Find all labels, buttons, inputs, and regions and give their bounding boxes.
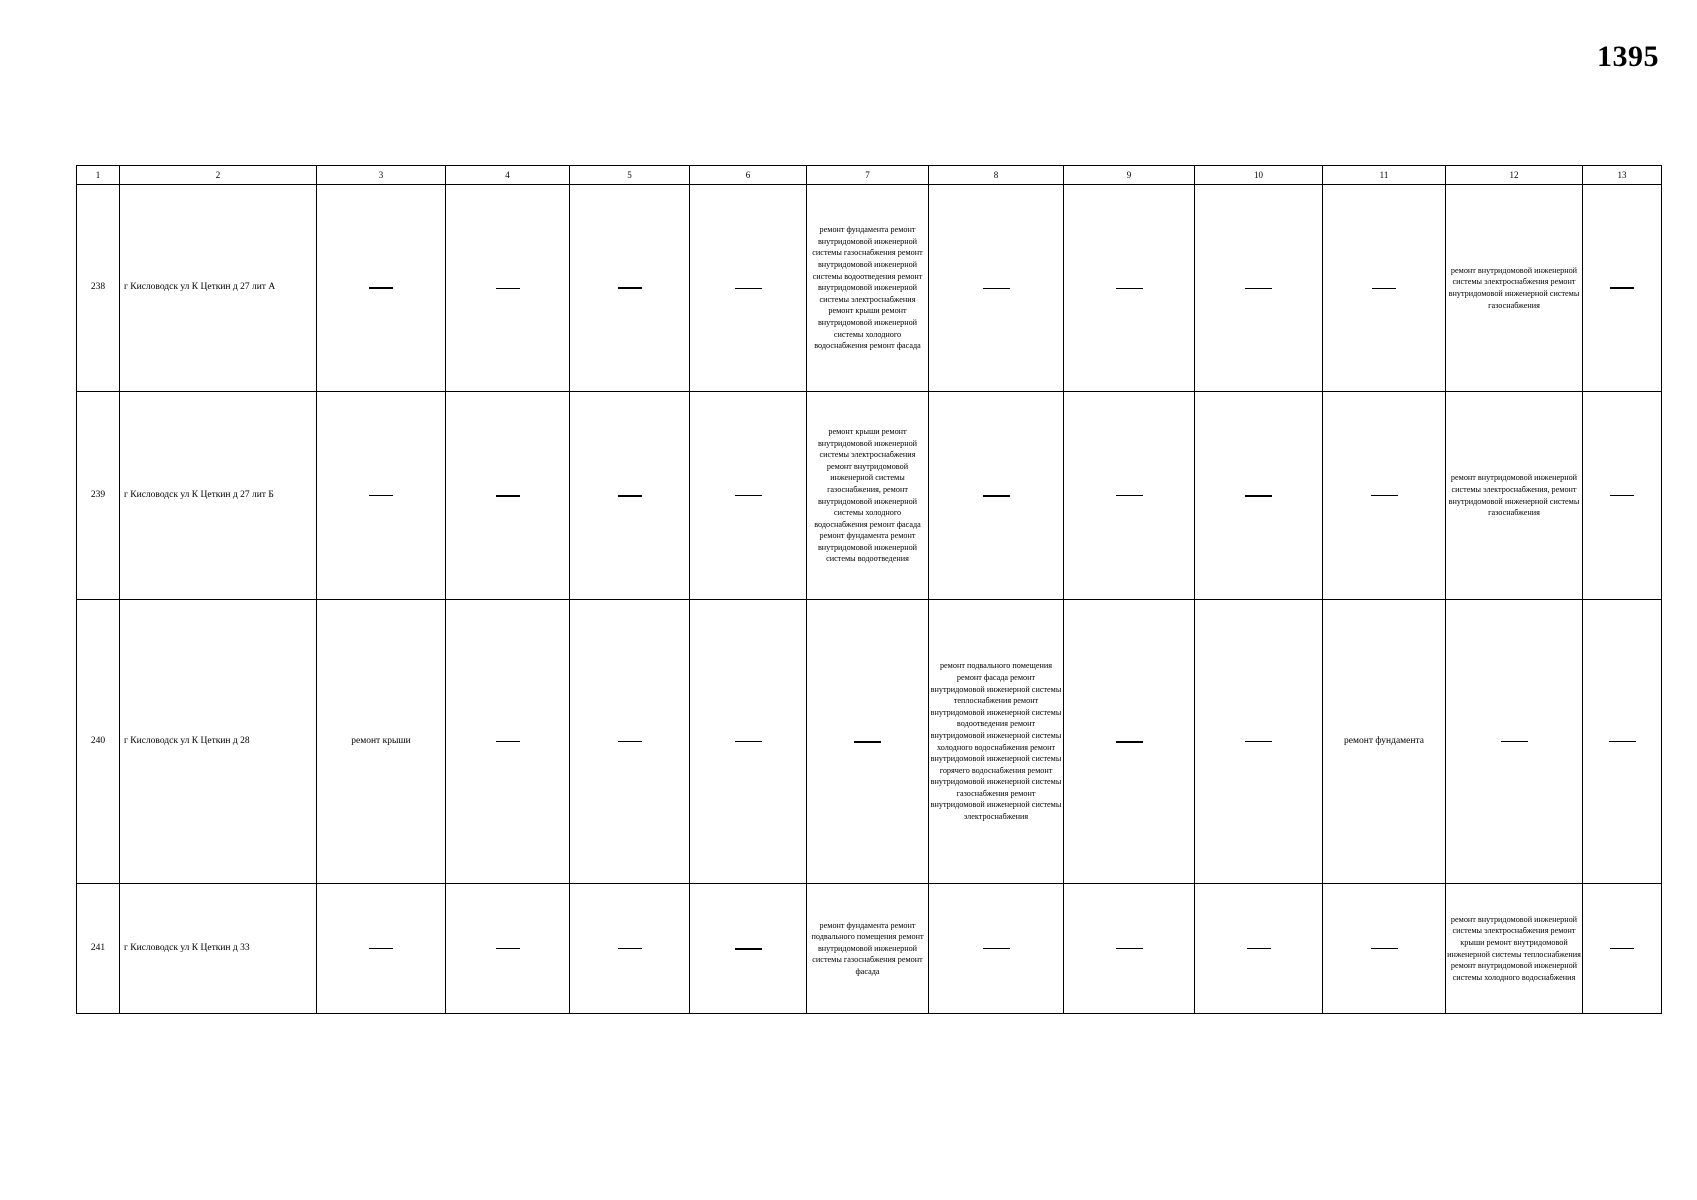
column-number-header: 7 [807, 166, 929, 185]
repair-works-cell: ремонт подвального помещения ремонт фасада ремонт внутридомовой инженерной системы теплоснабжения ремонт внутридомовой инженерной системы водоотведения ремонт внутридомовой инженерной системы холодного водоснабжения ремонт внутридомовой инженерной системы горячего водоснабжения ремонт внутридомовой инженерной системы газоснабжения ремонт внутридомовой инженерной системы электроснабжения [929, 600, 1064, 884]
dash-mark [1609, 741, 1636, 742]
dash-cell [1583, 392, 1662, 600]
dash-mark [735, 495, 762, 496]
row-number: 240 [77, 600, 120, 884]
column-number-header: 12 [1446, 166, 1583, 185]
column-number-header: 1 [77, 166, 120, 185]
column-number-header: 4 [446, 166, 570, 185]
dash-mark [1371, 948, 1398, 949]
repair-works-cell: ремонт крыши ремонт внутридомовой инженерной системы электроснабжения ремонт внутридомовой инженерной системы газоснабжения, ремонт внутридомовой инженерной системы холодного водоснабжения ремонт фасада ремонт фундамента ремонт внутридомовой инженерной системы водоотведения [807, 392, 929, 600]
column-number-header: 3 [317, 166, 446, 185]
dash-mark [618, 948, 642, 949]
dash-mark [983, 495, 1010, 497]
table-row [77, 600, 1662, 884]
address-cell: г Кисловодск ул К Цеткин д 27 лит А [120, 185, 317, 392]
dash-cell [690, 600, 807, 884]
dash-mark [1245, 741, 1272, 742]
row-number: 238 [77, 185, 120, 392]
dash-mark [496, 948, 520, 949]
repair-works-cell: ремонт крыши [317, 600, 446, 884]
dash-cell [1064, 185, 1195, 392]
dash-mark [1245, 288, 1272, 289]
address-cell: г Кисловодск ул К Цеткин д 27 лит Б [120, 392, 317, 600]
dash-cell [1583, 600, 1662, 884]
table-header-row [77, 166, 1662, 185]
dash-cell [1583, 884, 1662, 1014]
dash-cell [1583, 185, 1662, 392]
column-number-header: 10 [1195, 166, 1323, 185]
repair-works-cell: ремонт внутридомовой инженерной системы электроснабжения ремонт внутридомовой инженерной системы газоснабжения [1446, 185, 1583, 392]
dash-cell [1064, 392, 1195, 600]
dash-cell [317, 884, 446, 1014]
dash-cell [690, 185, 807, 392]
dash-mark [1116, 741, 1143, 743]
dash-mark [1245, 495, 1272, 497]
column-number-header: 9 [1064, 166, 1195, 185]
dash-cell [690, 392, 807, 600]
dash-cell [317, 392, 446, 600]
dash-mark [1247, 948, 1271, 949]
repair-works-cell: ремонт внутридомовой инженерной системы электроснабжения, ремонт внутридомовой инженерной системы газоснабжения [1446, 392, 1583, 600]
dash-mark [1610, 287, 1634, 289]
dash-cell [807, 600, 929, 884]
dash-cell [1195, 392, 1323, 600]
dash-cell [446, 185, 570, 392]
dash-cell [446, 884, 570, 1014]
column-number-header: 8 [929, 166, 1064, 185]
dash-mark [369, 287, 393, 289]
dash-cell [317, 185, 446, 392]
dash-mark [1372, 288, 1396, 289]
address-cell: г Кисловодск ул К Цеткин д 28 [120, 600, 317, 884]
dash-cell [929, 392, 1064, 600]
dash-mark [369, 495, 393, 496]
repair-works-cell: ремонт внутридомовой инженерной системы электроснабжения ремонт крыши ремонт внутридомовой инженерной системы теплоснабжения ремонт внутридомовой инженерной системы холодного водоснабжения [1446, 884, 1583, 1014]
dash-mark [496, 495, 520, 497]
dash-mark [496, 741, 520, 742]
dash-cell [1323, 884, 1446, 1014]
dash-mark [618, 287, 642, 289]
column-number-header: 5 [570, 166, 690, 185]
column-number-header: 13 [1583, 166, 1662, 185]
dash-cell [1323, 185, 1446, 392]
repair-works-cell: ремонт фундамента [1323, 600, 1446, 884]
dash-cell [446, 600, 570, 884]
dash-cell [1064, 884, 1195, 1014]
table-row [77, 392, 1662, 600]
dash-mark [1610, 495, 1634, 496]
dash-cell [1064, 600, 1195, 884]
row-number: 241 [77, 884, 120, 1014]
column-number-header: 6 [690, 166, 807, 185]
dash-mark [618, 741, 642, 742]
dash-cell [1446, 600, 1583, 884]
dash-cell [1195, 600, 1323, 884]
dash-cell [570, 392, 690, 600]
dash-cell [570, 185, 690, 392]
dash-cell [1323, 392, 1446, 600]
dash-mark [496, 288, 520, 289]
dash-mark [1610, 948, 1634, 949]
dash-mark [735, 741, 762, 742]
dash-mark [1501, 741, 1528, 742]
dash-mark [369, 948, 393, 949]
dash-cell [929, 185, 1064, 392]
dash-mark [618, 495, 642, 497]
dash-cell [570, 884, 690, 1014]
dash-mark [854, 741, 881, 743]
address-cell: г Кисловодск ул К Цеткин д 33 [120, 884, 317, 1014]
dash-mark [1116, 288, 1143, 289]
dash-mark [983, 948, 1010, 949]
column-number-header: 11 [1323, 166, 1446, 185]
repair-works-cell: ремонт фундамента ремонт подвального помещения ремонт внутридомовой инженерной системы газоснабжения ремонт фасада [807, 884, 929, 1014]
dash-mark [1371, 495, 1398, 496]
dash-mark [735, 948, 762, 950]
dash-cell [1195, 884, 1323, 1014]
dash-cell [570, 600, 690, 884]
repair-program-table [76, 165, 1662, 1014]
dash-mark [983, 288, 1010, 289]
dash-cell [929, 884, 1064, 1014]
dash-cell [1195, 185, 1323, 392]
dash-mark [1116, 948, 1143, 949]
dash-mark [1116, 495, 1143, 496]
table-row [77, 185, 1662, 392]
dash-cell [446, 392, 570, 600]
column-number-header: 2 [120, 166, 317, 185]
dash-mark [735, 288, 762, 289]
dash-cell [690, 884, 807, 1014]
repair-works-cell: ремонт фундамента ремонт внутридомовой инженерной системы газоснабжения ремонт внутридомовой инженерной системы водоотведения ремонт внутридомовой инженерной системы электроснабжения ремонт крыши ремонт внутридомовой инженерной системы холодного водоснабжения ремонт фасада [807, 185, 929, 392]
page-number: 1395 [1597, 40, 1659, 73]
row-number: 239 [77, 392, 120, 600]
table-row [77, 884, 1662, 1014]
